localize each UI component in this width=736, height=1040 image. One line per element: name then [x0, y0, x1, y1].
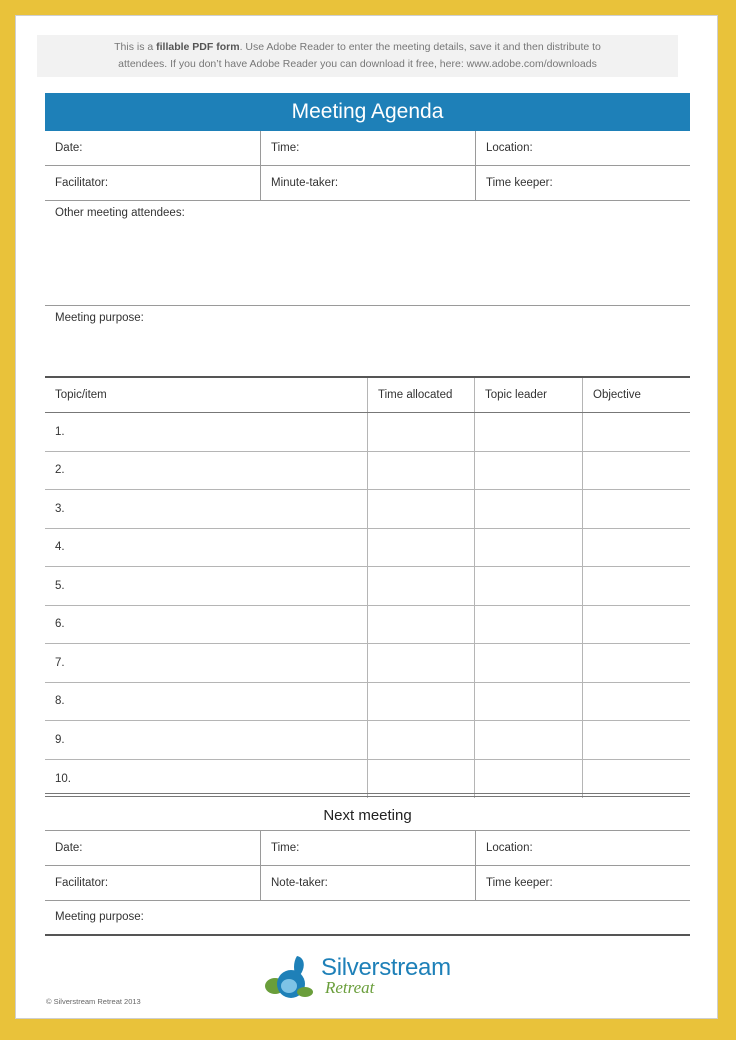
next-purpose-field[interactable] [45, 901, 690, 936]
objective-cell[interactable] [582, 529, 690, 567]
leader-cell[interactable] [474, 567, 582, 605]
objective-cell[interactable] [582, 490, 690, 528]
table-row [45, 452, 690, 491]
note-line-2: attendees. If you don’t have Adobe Reader you can download it free, here: www.adobe.com/downloads [118, 58, 597, 70]
leader-cell[interactable] [474, 413, 582, 451]
leader-cell[interactable] [474, 683, 582, 721]
topic-cell[interactable]: 6. [55, 618, 65, 631]
topic-cell[interactable]: 3. [55, 502, 65, 515]
topic-cell[interactable]: 2. [55, 464, 65, 477]
copyright-text: © Silverstream Retreat 2013 [46, 997, 141, 1006]
note-taker-field[interactable]: Note-taker: [260, 866, 475, 900]
purpose-field[interactable] [45, 306, 690, 376]
table-end-rule [45, 793, 690, 797]
swan-logo-icon [263, 948, 319, 1004]
topics-header-row [45, 378, 690, 413]
next-purpose-label: Meeting purpose: [55, 911, 144, 923]
logo-sub-text: Retreat [325, 978, 375, 997]
leader-cell[interactable] [474, 721, 582, 759]
attendees-label: Other meeting attendees: [55, 207, 185, 219]
time-keeper-field[interactable]: Time keeper: [475, 166, 690, 200]
table-row [45, 567, 690, 606]
note-bold-text: fillable PDF form [156, 41, 240, 53]
agenda-page [15, 15, 718, 1019]
objective-cell[interactable] [582, 452, 690, 490]
next-date-field[interactable]: Date: [55, 842, 83, 854]
objective-cell[interactable] [582, 567, 690, 605]
time-cell[interactable] [367, 490, 474, 528]
table-row [45, 721, 690, 760]
topic-cell[interactable]: 10. [55, 772, 71, 785]
table-row [45, 490, 690, 529]
topic-cell[interactable]: 8. [55, 695, 65, 708]
topic-cell[interactable]: 5. [55, 579, 65, 592]
time-cell[interactable] [367, 683, 474, 721]
next-row-2 [45, 866, 690, 901]
table-row [45, 644, 690, 683]
date-field[interactable]: Date: [55, 142, 83, 154]
leader-cell[interactable] [474, 644, 582, 682]
next-row-1 [45, 831, 690, 866]
time-field[interactable]: Time: [260, 131, 475, 165]
topics-table [45, 376, 690, 798]
logo-brand-text: Silverstream [321, 954, 451, 981]
header-topic: Topic/item [55, 389, 107, 401]
leader-cell[interactable] [474, 452, 582, 490]
meeting-row-1 [45, 131, 690, 166]
fillable-form-note [37, 35, 678, 77]
leader-cell[interactable] [474, 606, 582, 644]
next-location-field[interactable]: Location: [475, 831, 690, 865]
objective-cell[interactable] [582, 644, 690, 682]
silverstream-logo [263, 948, 478, 1004]
location-field[interactable]: Location: [475, 131, 690, 165]
header-topic-leader: Topic leader [474, 378, 582, 412]
objective-cell[interactable] [582, 721, 690, 759]
table-row [45, 683, 690, 722]
next-time-keeper-field[interactable]: Time keeper: [475, 866, 690, 900]
minute-taker-field[interactable]: Minute-taker: [260, 166, 475, 200]
time-cell[interactable] [367, 606, 474, 644]
topic-cell[interactable]: 9. [55, 733, 65, 746]
topic-cell[interactable]: 7. [55, 656, 65, 669]
time-cell[interactable] [367, 413, 474, 451]
leader-cell[interactable] [474, 490, 582, 528]
topic-cell[interactable]: 4. [55, 541, 65, 554]
purpose-label: Meeting purpose: [55, 312, 144, 324]
objective-cell[interactable] [582, 413, 690, 451]
table-row [45, 413, 690, 452]
next-time-field[interactable]: Time: [260, 831, 475, 865]
objective-cell[interactable] [582, 606, 690, 644]
page-title: Meeting Agenda [45, 93, 690, 131]
topic-cell[interactable]: 1. [55, 425, 65, 438]
time-cell[interactable] [367, 567, 474, 605]
header-time-allocated: Time allocated [367, 378, 474, 412]
time-cell[interactable] [367, 452, 474, 490]
next-facilitator-field[interactable]: Facilitator: [55, 877, 109, 889]
time-cell[interactable] [367, 721, 474, 759]
header-objective: Objective [582, 378, 690, 412]
attendees-field[interactable] [45, 201, 690, 306]
time-cell[interactable] [367, 529, 474, 567]
leader-cell[interactable] [474, 529, 582, 567]
table-row [45, 529, 690, 568]
table-row [45, 606, 690, 645]
facilitator-field[interactable]: Facilitator: [55, 177, 109, 189]
time-cell[interactable] [367, 644, 474, 682]
objective-cell[interactable] [582, 683, 690, 721]
meeting-row-2 [45, 166, 690, 201]
next-meeting-heading: Next meeting [45, 801, 690, 831]
note-line-1: This is a fillable PDF form. Use Adobe Reader to enter the meeting details, save it and then distribute to [114, 41, 601, 53]
